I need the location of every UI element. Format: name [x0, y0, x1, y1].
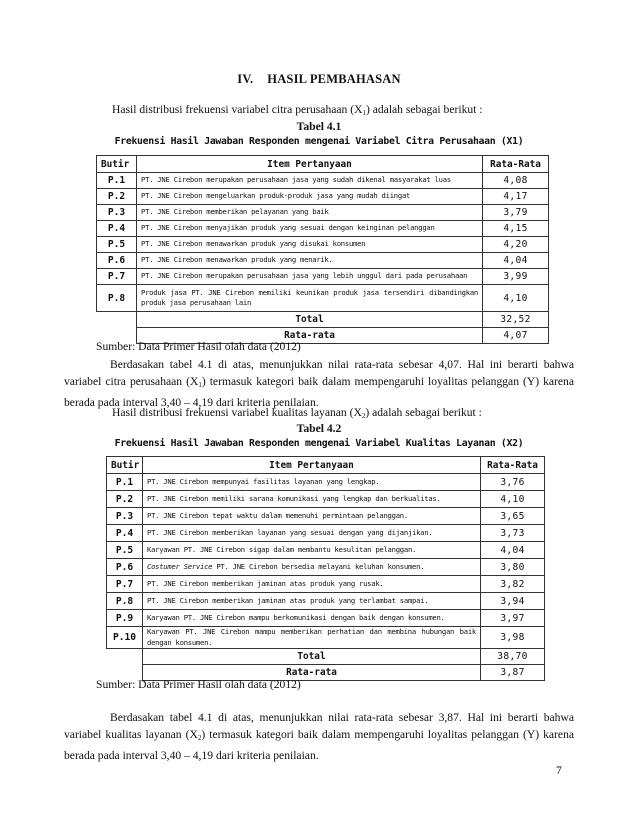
tabel1-intro-text: Hasil distribusi frekuensi variabel citra perusahaan (X: [112, 103, 363, 116]
rata-cell: 3,98: [481, 627, 545, 649]
butir-cell: P.8: [97, 285, 137, 312]
header-item: Item Pertanyaan: [143, 457, 481, 474]
average-value: 4,07: [483, 328, 549, 344]
butir-cell: P.2: [107, 491, 143, 508]
tabel2-table: [106, 456, 545, 681]
rata-cell: 4,17: [483, 189, 549, 205]
table-row: [107, 576, 545, 593]
total-label: Total: [143, 649, 481, 665]
table-row: [107, 525, 545, 542]
paragraph-text-end: ) termasuk kategori baik dalam mempengaruhi loyalitas pelanggan (Y) karena berada pada interval 3,40 – 4,19 dari kriteria penilaian.: [64, 375, 574, 409]
rata-cell: 4,04: [481, 542, 545, 559]
table-row: [97, 189, 549, 205]
tabel1-table: [96, 155, 549, 344]
tabel2-source: Sumber: Data Primer Hasil olah data (2012): [96, 678, 301, 691]
tabel2-label: Tabel 4.2: [296, 422, 342, 435]
table-row: [97, 253, 549, 269]
rata-cell: 4,15: [483, 221, 549, 237]
item-cell: Produk jasa PT. JNE Cirebon memiliki keunikan produk jasa tersendiri dibandingkan produk jasa perusahaan lain: [137, 285, 483, 312]
item-cell: PT. JNE Cirebon memberikan pelayanan yang baik: [137, 205, 483, 221]
item-text: PT. JNE Cirebon bersedia melayani keluhan konsumen.: [212, 561, 425, 571]
butir-cell: P.9: [107, 610, 143, 627]
butir-cell: P.3: [107, 508, 143, 525]
tabel2-header-row: [107, 457, 545, 474]
item-cell: Karyawan PT. JNE Cirebon mampu berkomunikasi dengan baik dengan konsumen.: [143, 610, 481, 627]
tabel2-paragraph: [64, 709, 574, 764]
total-label: Total: [137, 312, 483, 328]
paragraph-subscript: 2: [197, 734, 202, 742]
table-row: [97, 237, 549, 253]
butir-cell: P.6: [97, 253, 137, 269]
table-row: [107, 474, 545, 491]
paragraph-text: Berdasakan tabel 4.1 di atas, menunjukkan nilai rata-rata sebesar 4,07. Hal ini berarti bahwa variabel citra perusahaan (X: [64, 358, 574, 388]
item-cell: PT. JNE Cirebon memberikan layanan yang sesuai dengan yang dijanjikan.: [143, 525, 481, 542]
header-butir: Butir: [97, 156, 137, 173]
table-row: [107, 627, 545, 649]
tabel2-caption: Frekuensi Hasil Jawaban Responden mengenai Variabel Kualitas Layanan (X2): [114, 438, 524, 449]
item-cell: PT. JNE Cirebon tepat waktu dalam memenuhi permintaan pelanggan.: [143, 508, 481, 525]
rata-cell: 4,04: [483, 253, 549, 269]
item-cell: PT. JNE Cirebon menawarkan produk yang menarik.: [137, 253, 483, 269]
item-cell: PT. JNE Cirebon merupakan perusahaan jasa yang lebih unggul dari pada perusahaan: [137, 269, 483, 285]
average-label: Rata-rata: [137, 328, 483, 344]
table-row: [97, 269, 549, 285]
item-cell: Karyawan PT. JNE Cirebon mampu memberikan perhatian dan membina hubungan baik dengan konsumen.: [143, 627, 481, 649]
header-rata: Rata-Rata: [481, 457, 545, 474]
rata-cell: 3,99: [483, 269, 549, 285]
table-row: [97, 173, 549, 189]
table-row: [107, 508, 545, 525]
rata-cell: 4,10: [481, 491, 545, 508]
section-heading: [0, 72, 638, 87]
item-cell: PT. JNE Cirebon menyajikan produk yang sesuai dengan keinginan pelanggan: [137, 221, 483, 237]
butir-cell: P.4: [107, 525, 143, 542]
average-value: 3,87: [481, 665, 545, 681]
item-cell: PT. JNE Cirebon menawarkan produk yang disukai konsumen: [137, 237, 483, 253]
butir-cell: P.1: [107, 474, 143, 491]
butir-cell: P.7: [107, 576, 143, 593]
rata-cell: 3,76: [481, 474, 545, 491]
tabel1-label: Tabel 4.1: [296, 120, 342, 133]
tabel1-caption: Frekuensi Hasil Jawaban Responden mengenai Variabel Citra Perusahaan (X1): [114, 136, 524, 147]
tabel2-intro: [112, 406, 482, 420]
butir-cell: P.3: [97, 205, 137, 221]
item-cell: PT. JNE Cirebon mengeluarkan produk-produk jasa yang mudah diingat: [137, 189, 483, 205]
butir-cell: P.10: [107, 627, 143, 649]
header-item: Item Pertanyaan: [137, 156, 483, 173]
tabel1-intro: [112, 103, 483, 117]
tabel2-intro-text-end: ) adalah sebagai berikut :: [365, 406, 482, 419]
tabel1-intro-subscript: 1: [362, 109, 366, 117]
rata-cell: 4,20: [483, 237, 549, 253]
tabel2-intro-subscript: 2: [361, 412, 366, 420]
tabel1-total-row: [97, 312, 549, 328]
rata-cell: 3,79: [483, 205, 549, 221]
item-cell: [143, 559, 481, 576]
empty-cell: [97, 312, 137, 328]
table-row: [97, 285, 549, 312]
table-row: [107, 559, 545, 576]
rata-cell: 3,97: [481, 610, 545, 627]
item-italic-text: Costumer Service: [147, 561, 213, 571]
section-number: IV.: [237, 72, 254, 86]
butir-cell: P.7: [97, 269, 137, 285]
butir-cell: P.1: [97, 173, 137, 189]
table-row: [97, 221, 549, 237]
butir-cell: P.6: [107, 559, 143, 576]
rata-cell: 3,94: [481, 593, 545, 610]
item-cell: PT. JNE Cirebon mempunyai fasilitas layanan yang lengkap.: [143, 474, 481, 491]
paragraph-subscript: 1: [198, 381, 202, 389]
rata-cell: 3,65: [481, 508, 545, 525]
paragraph-text: Berdasakan tabel 4.1 di atas, menunjukkan nilai rata-rata sebesar 3,87. Hal ini berarti bahwa variabel kualitas layanan (X: [64, 711, 574, 741]
item-cell: PT. JNE Cirebon memiliki sarana komunikasi yang lengkap dan berkualitas.: [143, 491, 481, 508]
table-row: [97, 205, 549, 221]
tabel1-header-row: [97, 156, 549, 173]
rata-cell: 3,82: [481, 576, 545, 593]
tabel1-source: Sumber: Data Primer Hasil olah data (2012): [96, 340, 301, 353]
item-cell: Karyawan PT. JNE Cirebon sigap dalam membantu kesulitan pelanggan.: [143, 542, 481, 559]
table-row: [107, 593, 545, 610]
item-cell: PT. JNE Cirebon merupakan perusahaan jasa yang sudah dikenal masyarakat luas: [137, 173, 483, 189]
table-row: [107, 542, 545, 559]
item-cell: PT. JNE Cirebon memberikan jaminan atas produk yang terlambat sampai.: [143, 593, 481, 610]
tabel1-intro-text-end: ) adalah sebagai berikut :: [365, 103, 483, 116]
average-label: Rata-rata: [143, 665, 481, 681]
empty-cell: [107, 649, 143, 665]
butir-cell: P.5: [97, 237, 137, 253]
tabel2-total-row: [107, 649, 545, 665]
header-rata: Rata-Rata: [483, 156, 549, 173]
rata-cell: 4,08: [483, 173, 549, 189]
butir-cell: P.4: [97, 221, 137, 237]
rata-cell: 3,80: [481, 559, 545, 576]
butir-cell: P.8: [107, 593, 143, 610]
butir-cell: P.5: [107, 542, 143, 559]
tabel1-paragraph: [64, 356, 574, 411]
total-value: 38,70: [481, 649, 545, 665]
header-butir: Butir: [107, 457, 143, 474]
paragraph-text-end: ) termasuk kategori baik dalam mempengaruhi loyalitas pelanggan (Y) karena berada pada interval 3,40 – 4,19 dari kriteria penilaian.: [64, 728, 575, 762]
butir-cell: P.2: [97, 189, 137, 205]
tabel2-intro-text: Hasil distribusi frekuensi variabel kualitas layanan (X: [112, 406, 362, 419]
page-number: 7: [556, 764, 562, 777]
total-value: 32,52: [483, 312, 549, 328]
table-row: [107, 610, 545, 627]
item-cell: PT. JNE Cirebon memberikan jaminan atas produk yang rusak.: [143, 576, 481, 593]
rata-cell: 4,10: [483, 285, 549, 312]
table-row: [107, 491, 545, 508]
section-title: HASIL PEMBAHASAN: [267, 72, 401, 86]
rata-cell: 3,73: [481, 525, 545, 542]
